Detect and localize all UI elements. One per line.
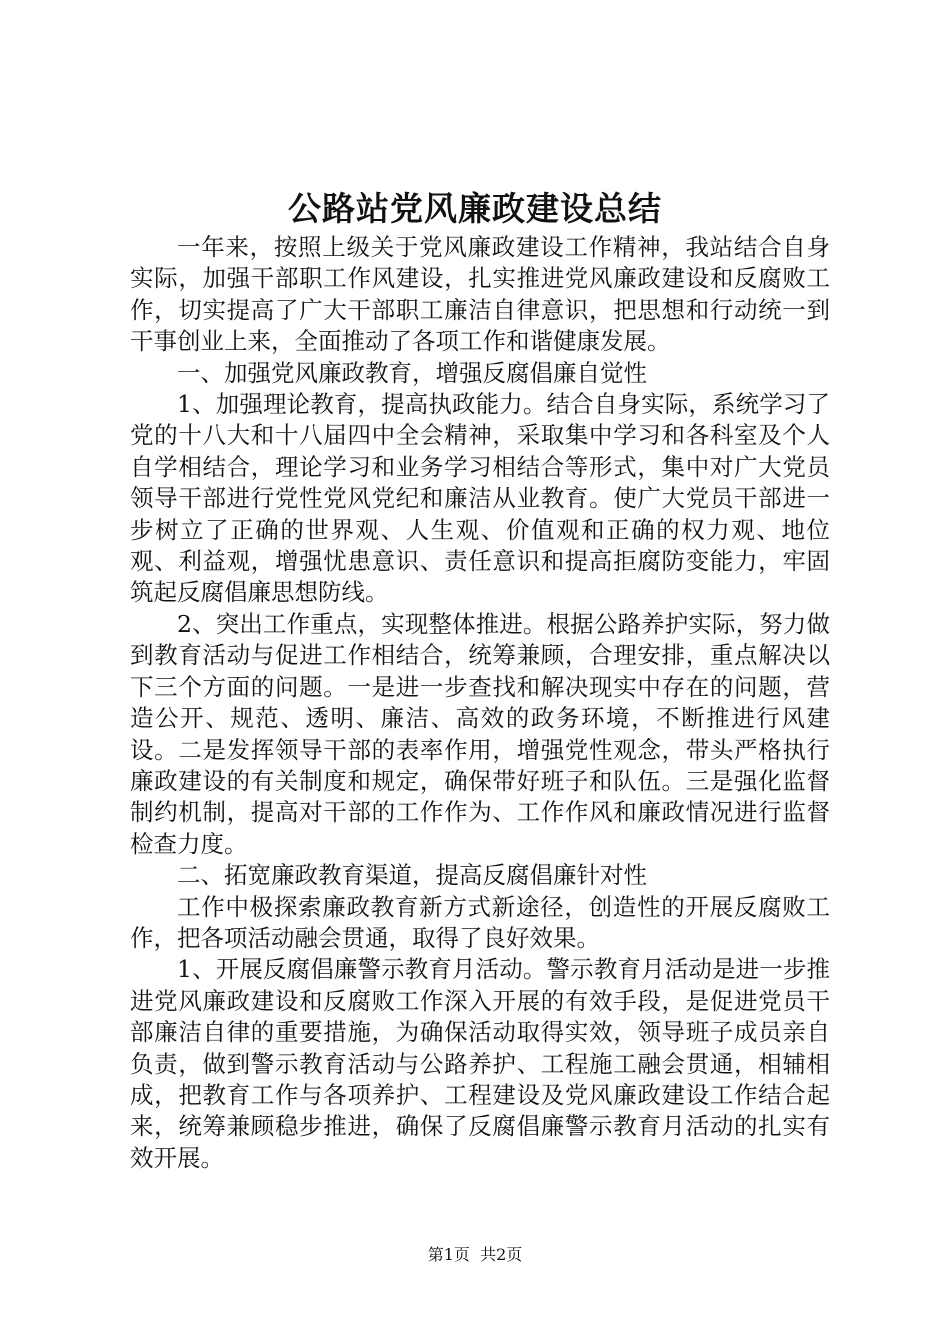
paragraph-warning-month: 1、开展反腐倡廉警示教育月活动。警示教育月活动是进一步推进党风廉政建设和反腐败工作深入开展的有效手段，是促进党员干部廉洁自律的重要措施，为确保活动取得实效，领导班子成员亲自负责，做到警示教育活动与公路养护、工程施工融会贯通，相辅相成，把教育工作与各项养护、工程建设及党风廉政建设工作结合起来，统筹兼顾稳步推进，确保了反腐倡廉警示教育月活动的扎实有效开展。 (130, 955, 830, 1172)
document-body (130, 232, 830, 1174)
paragraph-theory-education: 1、加强理论教育，提高执政能力。结合自身实际，系统学习了党的十八大和十八届四中全会精神，采取集中学习和各科室及个人自学相结合，理论学习和业务学习相结合等形式，集中对广大党员领导干部进行党性党风党纪和廉洁从业教育。使广大党员干部进一步树立了正确的世界观、人生观、价值观和正确的权力观、地位观、利益观，增强忧患意识、责任意识和提高拒腐防变能力，牢固筑起反腐倡廉思想防线。 (130, 390, 830, 607)
paragraph-intro: 一年来，按照上级关于党风廉政建设工作精神，我站结合自身实际，加强干部职工作风建设，扎实推进党风廉政建设和反腐败工作，切实提高了广大干部职工廉洁自律意识，把思想和行动统一到干事创业上来，全面推动了各项工作和谐健康发展。 (130, 233, 830, 356)
document-title: 公路站党风廉政建设总结 (288, 189, 662, 228)
paragraph-new-methods: 工作中极探索廉政教育新方式新途径，创造性的开展反腐败工作，把各项活动融会贯通，取得了良好效果。 (130, 892, 830, 952)
page-number-indicator: 第1页 共2页 (427, 1245, 523, 1264)
page-footer (0, 1244, 950, 1266)
section-heading-2: 二、拓宽廉政教育渠道，提高反腐倡廉针对性 (177, 861, 647, 890)
paragraph-work-focus: 2、突出工作重点，实现整体推进。根据公路养护实际，努力做到教育活动与促进工作相结合，统筹兼顾，合理安排，重点解决以下三个方面的问题。一是进一步查找和解决现实中存在的问题，营造公开、规范、透明、廉洁、高效的政务环境，不断推进行风建设。二是发挥领导干部的表率作用，增强党性观念，带头严格执行廉政建设的有关制度和规定，确保带好班子和队伍。三是强化监督制约机制，提高对干部的工作作为、工作作风和廉政情况进行监督检查力度。 (130, 609, 830, 858)
section-heading-1: 一、加强党风廉政教育，增强反腐倡廉自觉性 (177, 358, 647, 387)
